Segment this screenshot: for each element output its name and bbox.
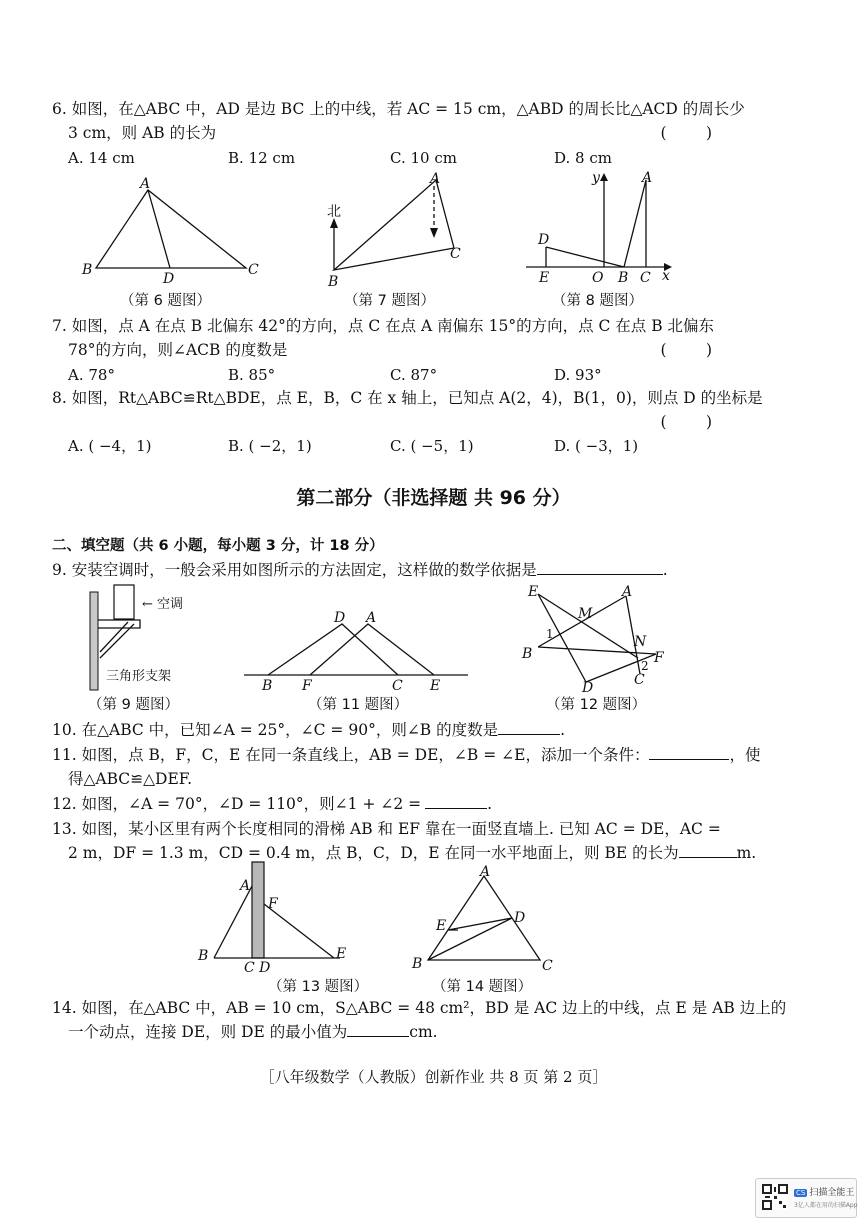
- question-9: [52, 558, 712, 582]
- fig12-label-f: F: [654, 650, 664, 666]
- fig8-label-o: O: [592, 270, 604, 286]
- fig7-label-b: B: [328, 274, 339, 290]
- figure-13: [194, 858, 354, 974]
- question-14-line2-end: cm.: [409, 1023, 438, 1041]
- figure-11-caption: （第 11 题图）: [308, 697, 409, 713]
- question-11: [52, 743, 761, 791]
- question-6: [52, 97, 745, 145]
- figure-12-caption: （第 12 题图）: [546, 697, 647, 713]
- qr-code-icon: [762, 1184, 788, 1210]
- fig8-label-a: A: [642, 170, 653, 186]
- figure-6: [78, 172, 268, 284]
- question-13: [52, 817, 757, 865]
- question-10-end: .: [560, 721, 566, 739]
- option-a[interactable]: A. ( −4，1): [68, 437, 152, 455]
- figure-11: [238, 606, 474, 692]
- fig6-label-c: C: [248, 262, 259, 278]
- option-d[interactable]: D. ( −3，1): [554, 437, 639, 455]
- fig7-label-a: A: [430, 172, 441, 187]
- fig13-label-b: B: [198, 948, 209, 964]
- question-12-end: .: [487, 795, 493, 813]
- question-12: [52, 792, 712, 816]
- fig13-label-a: A: [240, 878, 251, 894]
- figure-8-caption: （第 8 题图）: [552, 293, 643, 309]
- fig12-label-c: C: [634, 672, 645, 688]
- question-7-line1: 7. 如图，点 A 在点 B 北偏东 42°的方向，点 C 在点 A 南偏东 15°的方向，点 C 在点 B 北偏东: [52, 317, 715, 335]
- fig12-label-angle1: 1: [546, 627, 554, 641]
- fig12-label-angle2: 2: [641, 659, 649, 673]
- fig14-label-a: A: [480, 864, 491, 880]
- figure-13-caption: （第 13 题图）: [268, 979, 369, 995]
- figure-14-caption: （第 14 题图）: [432, 979, 533, 995]
- answer-paren: ( ): [660, 413, 712, 431]
- figure-9: [76, 582, 216, 694]
- answer-blank[interactable]: [425, 794, 487, 809]
- fig6-label-d: D: [163, 271, 175, 284]
- scanner-brand: [794, 1185, 854, 1198]
- option-c[interactable]: C. ( −5，1): [390, 437, 474, 455]
- fig11-label-a: A: [366, 610, 377, 626]
- question-13-line1: 13. 如图，某小区里有两个长度相同的滑梯 AB 和 EF 靠在一面竖直墙上. 已知 AC = DE，AC =: [52, 820, 721, 838]
- option-a[interactable]: A. 14 cm: [68, 149, 135, 167]
- question-12-text: 12. 如图，∠A = 70°，∠D = 110°，则∠1 + ∠2 =: [52, 795, 422, 813]
- answer-paren: ( ): [660, 341, 712, 359]
- fig11-label-b: B: [262, 678, 273, 692]
- question-14-line2: 一个动点，连接 DE，则 DE 的最小值为: [68, 1023, 348, 1041]
- fig8-label-y: y: [592, 170, 600, 186]
- fig11-label-d: D: [334, 610, 346, 626]
- answer-blank[interactable]: [679, 843, 737, 858]
- question-8-line1: 8. 如图，Rt△ABC≌Rt△BDE，点 E，B，C 在 x 轴上，已知点 A(2，4)，B(1，0)，则点 D 的坐标是: [52, 389, 763, 407]
- fig9-label-bracket: 三角形支架: [106, 669, 172, 684]
- fig13-label-e: E: [336, 946, 347, 962]
- option-a[interactable]: A. 78°: [68, 366, 115, 384]
- fig13-label-f: F: [268, 896, 278, 912]
- question-7: [52, 314, 715, 362]
- option-d[interactable]: D. 8 cm: [554, 149, 612, 167]
- question-14: [52, 996, 787, 1044]
- figure-12: [516, 582, 676, 692]
- fig12-label-m: M: [578, 606, 593, 622]
- fig12-label-n: N: [634, 634, 647, 650]
- option-c[interactable]: C. 87°: [390, 366, 438, 384]
- fig7-label-north: 北: [327, 204, 341, 220]
- fig11-label-f: F: [302, 678, 312, 692]
- scanner-tagline: 3亿人都在用的扫描App: [794, 1202, 858, 1209]
- fig12-label-a: A: [622, 584, 633, 600]
- question-6-line2: 3 cm，则 AB 的长为: [68, 124, 217, 142]
- fig12-label-d: D: [582, 680, 594, 692]
- figure-7-caption: （第 7 题图）: [344, 293, 435, 309]
- answer-blank[interactable]: [649, 745, 729, 760]
- answer-blank[interactable]: [537, 560, 663, 575]
- fig8-label-d: D: [538, 232, 550, 248]
- fig14-label-d: D: [514, 910, 526, 926]
- fig11-label-c: C: [392, 678, 403, 692]
- page-footer: ［八年级数学（人教版）创新作业 共 8 页 第 2 页］: [259, 1068, 608, 1086]
- question-9-text: 9. 安装空调时，一般会采用如图所示的方法固定，这样做的数学依据是: [52, 561, 537, 579]
- fig8-label-x: x: [662, 268, 670, 284]
- fig14-label-b: B: [412, 956, 423, 972]
- fig14-label-e: E: [436, 918, 447, 934]
- fig8-label-c: C: [640, 270, 651, 286]
- question-11-line1-end: ，使: [729, 746, 761, 764]
- question-6-line1: 6. 如图，在△ABC 中，AD 是边 BC 上的中线，若 AC = 15 cm，△ABD 的周长比△ACD 的周长少: [52, 100, 745, 118]
- fig9-label-air-conditioner: ← 空调: [142, 597, 184, 612]
- fig6-label-b: B: [82, 262, 93, 278]
- figure-6-caption: （第 6 题图）: [120, 293, 211, 309]
- option-c[interactable]: C. 10 cm: [390, 149, 457, 167]
- fig13-label-cd: C D: [244, 960, 271, 974]
- fig8-label-e: E: [539, 270, 550, 286]
- answer-blank[interactable]: [347, 1022, 409, 1037]
- option-d[interactable]: D. 93°: [554, 366, 602, 384]
- option-b[interactable]: B. 12 cm: [228, 149, 296, 167]
- question-10: [52, 718, 712, 742]
- scanner-logo: CS: [796, 1189, 806, 1197]
- fig8-label-b: B: [618, 270, 629, 286]
- fig6-label-a: A: [140, 176, 151, 192]
- fig7-label-c: C: [450, 246, 461, 262]
- part-two-title: 第二部分（非选择题 共 96 分）: [296, 487, 571, 509]
- section-two-title: 二、填空题（共 6 小题，每小题 3 分，计 18 分）: [52, 538, 384, 554]
- fig12-label-b: B: [522, 646, 533, 662]
- scanner-brand-name: 扫描全能王: [809, 1188, 855, 1198]
- question-7-line2: 78°的方向，则∠ACB 的度数是: [68, 341, 288, 359]
- question-13-line2: 2 m，DF = 1.3 m，CD = 0.4 m，点 B，C，D，E 在同一水平地面上，则 BE 的长为: [68, 844, 679, 862]
- question-9-end: .: [662, 561, 668, 579]
- figure-14: [408, 862, 564, 972]
- question-8: [52, 386, 763, 434]
- question-10-text: 10. 在△ABC 中，已知∠A = 25°，∠C = 90°，则∠B 的度数是: [52, 721, 499, 739]
- question-13-line2-end: m.: [736, 844, 757, 862]
- question-14-line1: 14. 如图，在△ABC 中，AB = 10 cm，S△ABC = 48 cm²，BD 是 AC 边上的中线，点 E 是 AB 边上的: [52, 999, 787, 1017]
- fig12-label-e: E: [528, 584, 539, 600]
- option-b[interactable]: B. ( −2，1): [228, 437, 312, 455]
- question-11-line2: 得△ABC≌△DEF.: [68, 770, 193, 788]
- answer-paren: ( ): [660, 124, 712, 142]
- question-11-line1: 11. 如图，点 B，F，C，E 在同一条直线上，AB = DE，∠B = ∠E，添加一个条件：: [52, 746, 650, 764]
- scanner-badge: [755, 1178, 857, 1218]
- option-b[interactable]: B. 85°: [228, 366, 276, 384]
- figure-7: [318, 172, 468, 290]
- fig11-label-e: E: [430, 678, 441, 692]
- figure-9-caption: （第 9 题图）: [88, 697, 179, 713]
- fig14-label-c: C: [542, 958, 553, 972]
- figure-8: [522, 168, 678, 286]
- answer-blank[interactable]: [498, 720, 560, 735]
